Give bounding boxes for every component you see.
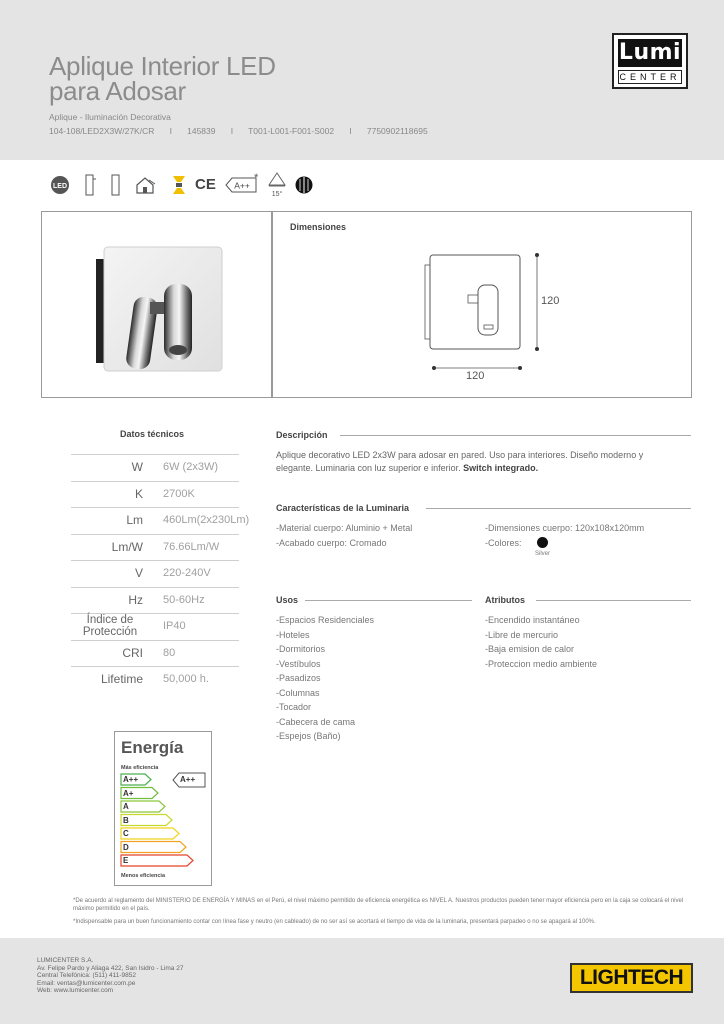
tech-value: 460Lm(2x230Lm) — [163, 514, 250, 526]
dimensions-drawing — [420, 245, 570, 385]
company-phone: Central Telefónica: (511) 411-9852 — [37, 972, 137, 979]
energy-class: A — [123, 802, 129, 811]
energy-class: B — [123, 815, 129, 825]
list-item: -Libre de mercurio — [485, 629, 559, 640]
lumicenter-logo — [612, 33, 688, 89]
energy-star-mark: * — [254, 172, 259, 184]
code-separator: I — [230, 126, 234, 136]
product-photo — [42, 212, 271, 397]
description-highlight: Switch integrado. — [463, 463, 539, 473]
tech-table — [71, 454, 250, 693]
tech-value: 50,000 h. — [163, 673, 209, 685]
characteristic-item: -Dimensiones cuerpo: 120x108x120mm — [485, 523, 645, 533]
energy-class-arrow — [121, 855, 193, 866]
characteristics-left — [276, 521, 412, 550]
tech-row — [71, 640, 239, 667]
list-item: -Espejos (Baño) — [276, 731, 341, 741]
title-line-1: Aplique Interior LED — [49, 51, 276, 81]
energy-class: A++ — [123, 775, 139, 784]
description-title: Descripción — [276, 430, 328, 440]
tech-value: IP40 — [163, 620, 186, 632]
energy-class-arrow — [121, 842, 186, 853]
company-name: LUMICENTER S.A. — [37, 957, 94, 964]
list-item: -Vestíbulos — [276, 658, 321, 669]
company-address: Av. Felipe Pardo y Aliaga 422, San Isidro - Lima 27 — [37, 964, 184, 972]
company-web: Web: www.lumicenter.com — [37, 987, 114, 994]
tech-row — [71, 560, 239, 587]
house-icon — [134, 175, 158, 198]
energy-class: E — [123, 856, 129, 865]
list-item: -Encendido instantáneo — [485, 615, 580, 625]
tech-key: W — [131, 460, 143, 474]
dimensions-title: Dimensiones — [290, 222, 347, 232]
tech-value: 2700K — [163, 487, 195, 500]
tech-key: Lifetime — [100, 672, 143, 686]
tech-key: Lm — [126, 513, 143, 527]
product-id: 145839 — [187, 126, 216, 136]
energy-class: A+ — [123, 788, 134, 798]
tech-key: Lm/W — [111, 539, 143, 554]
led-badge-label: LED — [53, 183, 67, 190]
characteristics-title: Características de la Luminaria — [276, 503, 410, 513]
characteristic-item: -Colores: — [485, 537, 522, 548]
tech-row — [71, 587, 239, 614]
tech-key: Hz — [128, 592, 143, 607]
tech-key: CRI — [122, 645, 143, 660]
product-code: 104-108/LED2X3W/27K/CR — [49, 126, 155, 136]
list-item: -Dormitorios — [276, 644, 326, 654]
tech-value: 220-240V — [163, 567, 211, 579]
company-info — [37, 957, 183, 995]
energy-class-label: A++ — [234, 180, 250, 191]
title-line-2: para Adosar — [49, 76, 186, 106]
energy-class-arrow — [121, 828, 179, 839]
divider — [426, 508, 691, 509]
beam-angle-value: 15° — [271, 191, 283, 198]
usos-list — [276, 613, 374, 744]
tech-row — [71, 666, 239, 693]
description-body: Aplique decorativo LED 2x3W para adosar en pared. Uso para interiores. Diseño moderno y elegante. Luminaria con luz superior e inferior. — [276, 450, 644, 473]
tech-value: 76.66Lm/W — [163, 540, 220, 553]
divider — [340, 435, 691, 436]
product-subtitle: Aplique - Iluminación Decorativa — [49, 112, 171, 122]
logo-bottom: CENTER — [619, 72, 681, 82]
tech-key: K — [134, 486, 143, 501]
tech-row — [71, 507, 250, 534]
usos-title: Usos — [276, 595, 299, 605]
tech-title: Datos técnicos — [120, 429, 185, 439]
characteristic-item: -Material cuerpo: Aluminio + Metal — [276, 523, 413, 533]
energy-scale — [115, 732, 213, 887]
energy-label — [114, 731, 212, 886]
ce-mark-icon: CE — [195, 176, 216, 193]
tech-value: 6W (2x3W) — [163, 461, 218, 473]
led-badge-icon — [50, 175, 70, 198]
energy-top-label: Más eficiencia — [121, 765, 159, 771]
tech-row — [71, 613, 239, 640]
list-item: -Hoteles — [276, 629, 310, 640]
logo-top: Lumi — [618, 40, 682, 65]
tech-key: Índice de Protección — [82, 614, 138, 638]
list-item: -Cabecera de cama — [276, 716, 356, 727]
list-item: -Tocador — [276, 702, 312, 712]
dimension-height: 120 — [541, 295, 560, 307]
list-item: -Baja emision de calor — [485, 644, 575, 654]
tall-rect-icon — [110, 173, 122, 200]
wall-lamp-icon — [84, 173, 98, 200]
product-title — [49, 51, 276, 106]
divider — [305, 600, 472, 601]
tech-key: V — [134, 566, 143, 580]
list-item: -Pasadizos — [276, 673, 321, 683]
beam-up-down-icon — [170, 174, 188, 199]
product-family-code: T001-L001-F001-S002 — [248, 126, 335, 136]
tech-row — [71, 481, 239, 508]
tech-value: 80 — [163, 646, 176, 659]
footnote-2: *Indispensable para un buen funcionamiento contar con línea fase y neutro (en cableado) de no ser así se acortará el tiempo de vida de la luminaria, presentará parpadeo o no se apagará al 100%. — [73, 919, 596, 925]
list-item: -Columnas — [276, 687, 320, 698]
company-email: Email: ventas@lumicenter.com.pe — [37, 979, 136, 987]
characteristic-item: -Acabado cuerpo: Cromado — [276, 537, 387, 548]
tech-row — [71, 454, 239, 481]
color-swatch-label: Silver — [535, 551, 551, 557]
product-codes — [49, 126, 428, 136]
characteristics-right — [485, 521, 644, 550]
code-separator: I — [169, 126, 172, 136]
beam-angle-icon — [266, 172, 288, 199]
dimension-width: 120 — [466, 370, 485, 382]
dimmer-icon — [294, 175, 314, 198]
color-swatch — [537, 537, 548, 548]
atributos-list — [485, 613, 597, 671]
list-item: -Proteccion medio ambiente — [485, 658, 598, 669]
tech-value: 50-60Hz — [163, 593, 205, 606]
energy-title: Energía — [121, 738, 184, 757]
energy-bottom-label: Menos eficiencia — [121, 873, 166, 879]
divider — [536, 600, 691, 601]
energy-class: C — [123, 829, 129, 838]
energy-class: D — [123, 842, 129, 852]
code-separator: I — [349, 126, 352, 136]
atributos-title: Atributos — [485, 595, 525, 605]
tech-row — [71, 534, 239, 561]
energy-rating: A++ — [180, 775, 196, 784]
description-text — [276, 449, 676, 475]
feature-icons — [48, 172, 348, 202]
footnote-1: *De acuerdo al reglamento del MINISTERIO DE ENERGÍA Y MINAS en el Perú, el nivel máximo permitido de eficiencia energética es NIVEL A. Nuestros productos pueden tener mayor eficiencia pero en la caja se colocará el nivel máximo permitido en el país. — [73, 898, 684, 912]
product-photo-panel — [41, 211, 272, 398]
lightech-logo: LIGHTECH — [570, 963, 693, 993]
product-ean: 7750902118695 — [366, 126, 428, 136]
list-item: -Espacios Residenciales — [276, 615, 375, 625]
